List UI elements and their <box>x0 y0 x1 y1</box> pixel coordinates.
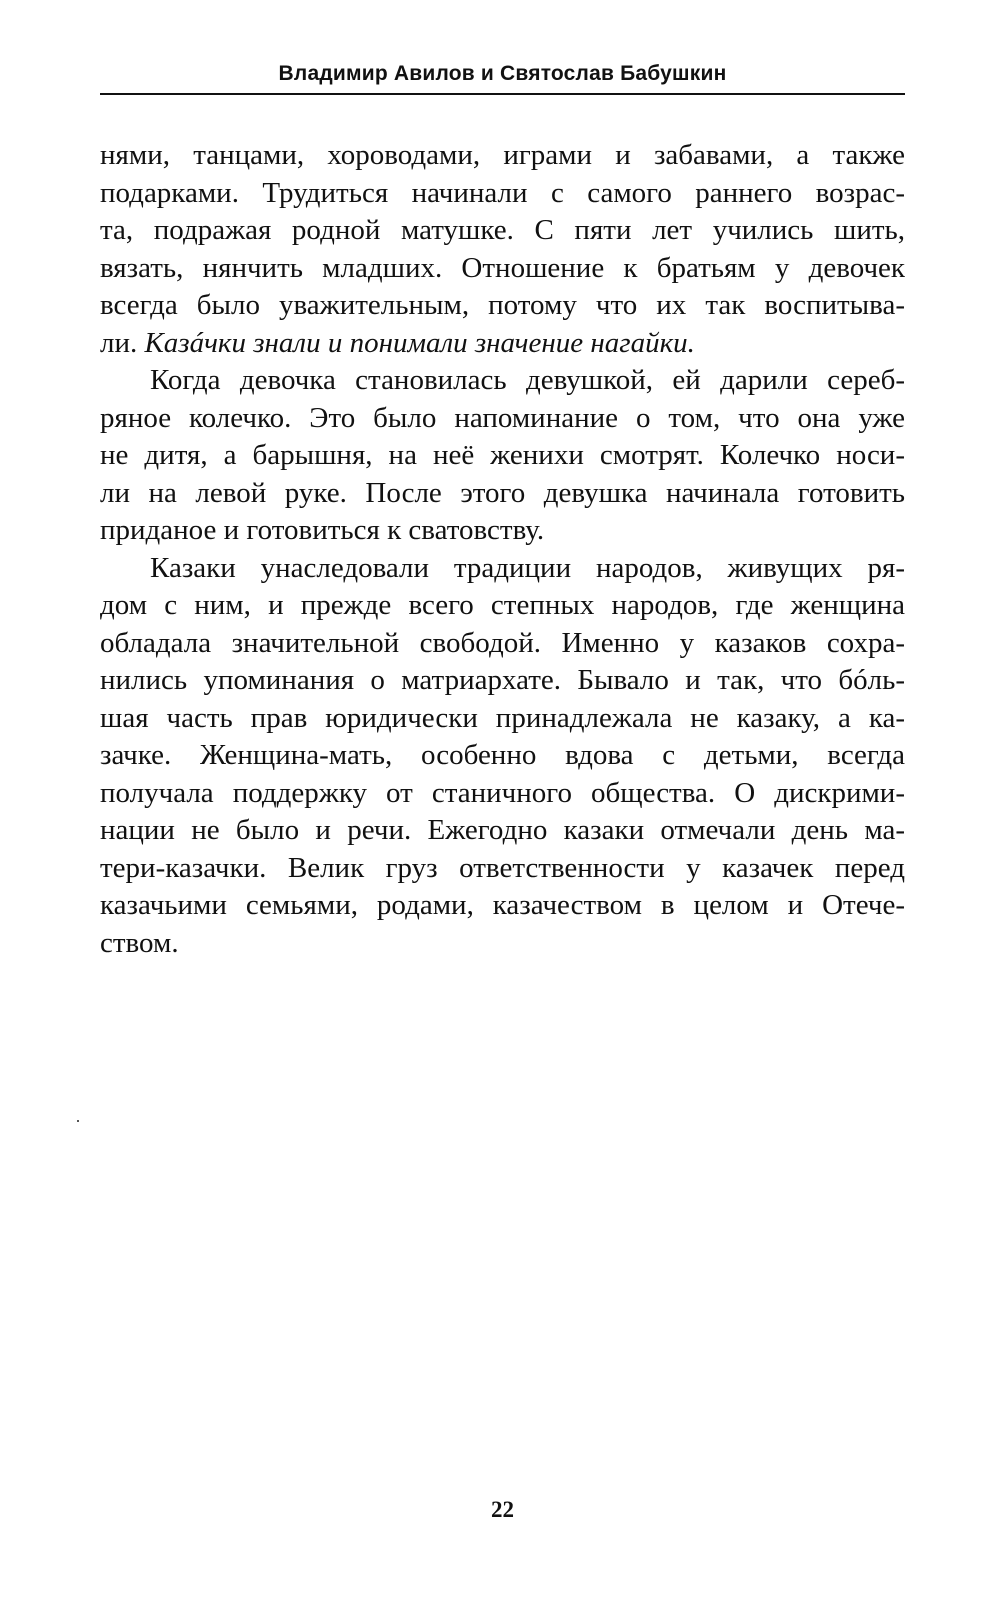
text-line: шая часть прав юридически принадлежала не казаку, а ка- <box>100 701 905 734</box>
text-line: обладала значительной свободой. Именно у казаков сохра- <box>100 626 905 659</box>
text-line: приданое и готовиться к сватовству. <box>100 514 545 546</box>
text-line: ством. <box>100 926 179 959</box>
text-line: ряное колечко. Это было напоминание о том, что она уже <box>100 401 905 434</box>
text-line: казачьими семьями, родами, казачеством в целом и Отече- <box>100 889 905 921</box>
paragraph-1 <box>100 137 905 362</box>
text-line: получала поддержку от станичного общества. О дискрими- <box>100 776 905 809</box>
text-fragment: ли. <box>100 326 145 359</box>
page-text <box>100 137 905 962</box>
italic-emphasis: Казáчки знали и понимали значение нагайки. <box>144 326 695 359</box>
paragraph-3 <box>100 550 905 963</box>
text-line <box>100 325 905 363</box>
text-line: не дитя, а барышня, на неё женихи смотрят. Колечко носи- <box>100 439 905 471</box>
paragraph-2 <box>100 362 905 550</box>
text-line: тери-казачки. Велик груз ответственности у казачек перед <box>100 851 905 884</box>
text-line: нями, танцами, хороводами, играми и забавами, а также <box>100 139 905 171</box>
text-line: зачке. Женщина-мать, особенно вдова с детьми, всегда <box>100 739 905 771</box>
text-line: ли на левой руке. После этого девушка начинала готовить <box>100 476 905 509</box>
text-line: нились упоминания о матриархате. Бывало и так, что бóль- <box>100 664 905 696</box>
text-line: Когда девочка становилась девушкой, ей дарили сереб- <box>150 364 905 396</box>
page-number: 22 <box>491 1497 514 1522</box>
text-line: вязать, нянчить младших. Отношение к братьям у девочек <box>100 251 905 284</box>
header-rule <box>100 93 905 95</box>
text-line: нации не было и речи. Ежегодно казаки отмечали день ма- <box>100 814 905 846</box>
text-line: та, подражая родной матушке. С пяти лет учились шить, <box>100 214 905 246</box>
text-line: дом с ним, и прежде всего степных народов, где женщина <box>100 589 905 621</box>
text-line: всегда было уважительным, потому что их так воспитыва- <box>100 289 905 321</box>
running-head: Владимир Авилов и Святослав Бабушкин <box>278 62 727 85</box>
text-line: подарками. Трудиться начинали с самого раннего возрас- <box>100 176 905 209</box>
print-speck <box>77 1120 79 1122</box>
text-line: Казаки унаследовали традиции народов, живущих ря- <box>150 551 905 584</box>
